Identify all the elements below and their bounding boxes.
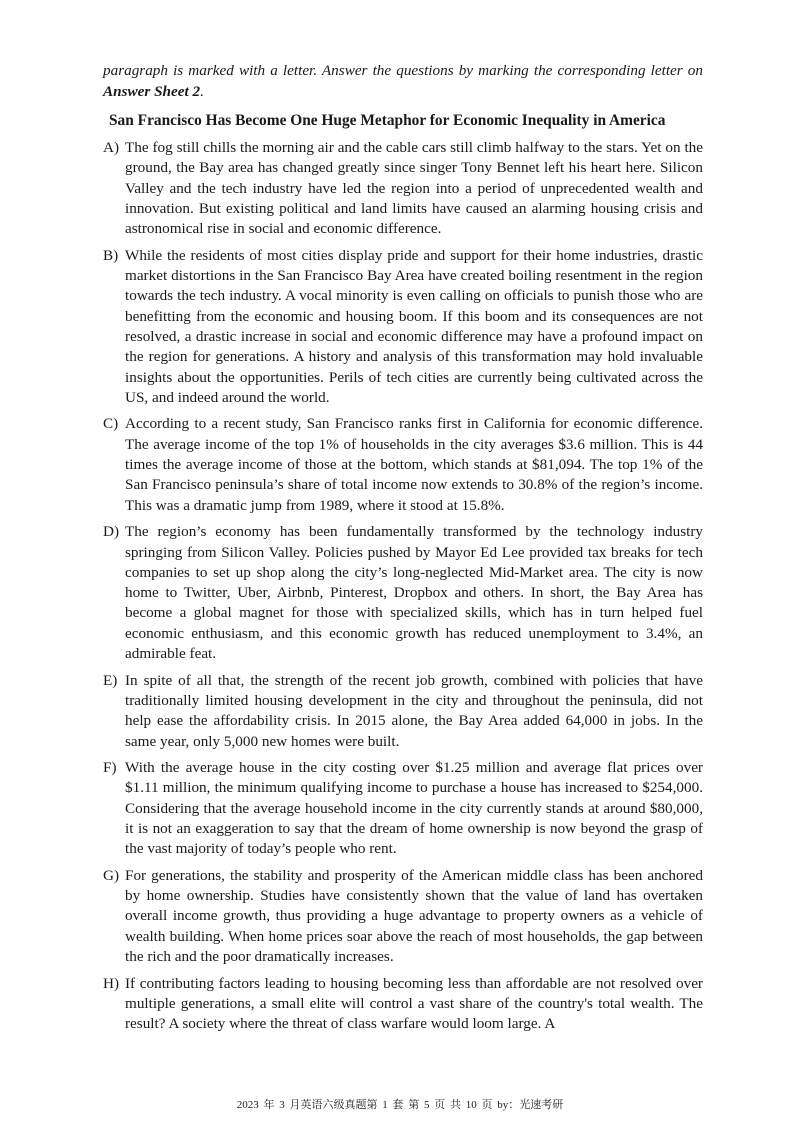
paragraph-letter: A) bbox=[103, 139, 120, 156]
paragraph-text: According to a recent study, San Francisco ranks first in California for economic difference. The average income of the top 1% of households in the city averages $3.6 million. This is 44 times the average income of those at the bottom, which stands at $81,094. The top 1% of the San Francisco peninsula’s share of total income now extends to 30.8% of the region’s income. This was a dramatic jump from 1989, where it stood at 15.8%. bbox=[125, 415, 703, 514]
paragraph-letter: D) bbox=[103, 523, 120, 541]
paragraph-text: The fog still chills the morning air and the cable cars still climb halfway to the stars. Yet on the ground, the Bay area has changed greatly since singer Tony Bennet left his heart here. Silicon Valley and the tech industry have led the region into a period of unprecedented wealth and innovation. But existing political and land limits have caused an alarming housing crisis and astronomical rise in social and economic difference. bbox=[125, 139, 703, 238]
paragraph-text: For generations, the stability and prosperity of the American middle class has been anchored by home ownership. Studies have consistently shown that the value of land has overtaken overall income growth, thus providing a huge advantage to property owners as a vehicle of wealth building. When home prices soar above the reach of most households, the gap between the rich and the poor dramatically increases. bbox=[125, 866, 703, 966]
paragraph-a bbox=[103, 138, 703, 239]
page-footer: 2023 年 3 月英语六级真题第 1 套 第 5 页 共 10 页 by：光速考研 bbox=[236, 1099, 564, 1111]
document-page bbox=[103, 60, 703, 1041]
paragraph-letter: G) bbox=[103, 866, 120, 884]
paragraph-letter: C) bbox=[103, 415, 119, 433]
paragraph-letter: F) bbox=[103, 759, 117, 777]
instructions-end: . bbox=[200, 83, 204, 100]
paragraph-letter: E) bbox=[103, 671, 118, 689]
paragraph-h bbox=[103, 974, 703, 1035]
paragraph-e bbox=[103, 671, 703, 752]
paragraph-letter: B) bbox=[103, 246, 119, 264]
article-title: San Francisco Has Become One Huge Metaphor for Economic Inequality in America bbox=[109, 112, 666, 129]
paragraph-g bbox=[103, 866, 703, 967]
paragraph-text: In spite of all that, the strength of the recent job growth, combined with policies that have traditionally limited housing development in the city and throughout the peninsula, did not help ease the affordability crisis. In 2015 alone, the Bay Area added 64,000 in jobs. In the same year, only 5,000 new homes were built. bbox=[125, 671, 703, 750]
instructions bbox=[103, 60, 703, 102]
paragraph-b bbox=[103, 246, 703, 408]
paragraph-text: With the average house in the city costing over $1.25 million and average flat prices over $1.11 million, the minimum qualifying income to purchase a house has increased to $254,000. Considering that the average household income in the city currently stands at around $80,000, it is not an exaggeration to say that the dream of home ownership is now beyond the grasp of the vast majority of today’s people who rent. bbox=[125, 759, 703, 858]
paragraph-d bbox=[103, 522, 703, 664]
paragraph-text: The region’s economy has been fundamentally transformed by the technology industry springing from Silicon Valley. Policies pushed by Mayor Ed Lee provided tax breaks for tech companies to set up shop along the city’s long-neglected Mid-Market area. The city is now home to Twitter, Uber, Airbnb, Pinterest, Dropbox and others. In short, the Bay Area has become a global magnet for those with specialized skills, which has in turn helped fuel economic enthusiasm, and this economic growth has reduced unemployment to 3.4%, an admirable feat. bbox=[125, 523, 703, 663]
paragraph-c bbox=[103, 414, 703, 515]
paragraph-f bbox=[103, 758, 703, 859]
paragraph-text: If contributing factors leading to housing becoming less than affordable are not resolved over multiple generations, a small elite will control a vast share of the country's total wealth. The result? A society where the threat of class warfare would loom large. A bbox=[125, 974, 703, 1033]
paragraph-text: While the residents of most cities display pride and support for their home industries, drastic market distortions in the San Francisco Bay Area have created boiling resentment in the region towards the tech industry. A vocal minority is even calling on officials to punish those who are benefitting from the economic and housing boom. If this boom and its consequences are not resolved, a drastic increase in social and economic difference may have a profound impact on the region for generations. A history and analysis of this transformation may hold invaluable insights about the opportunities. Perils of tech cities are currently being cultivated across the US, and indeed around the world. bbox=[125, 246, 703, 406]
paragraph-letter: H) bbox=[103, 974, 120, 992]
instructions-text: paragraph is marked with a letter. Answer the questions by marking the corresponding letter on bbox=[103, 62, 703, 79]
answer-sheet-label: Answer Sheet 2 bbox=[103, 83, 201, 100]
